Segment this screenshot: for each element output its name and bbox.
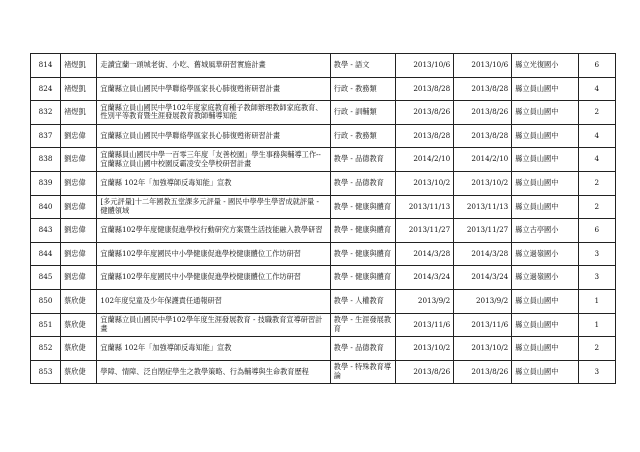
course-title-cell: 宜蘭縣立員山國民中學聯絡學區家長心肺復甦術研習計畫 [97,124,330,148]
course-title-cell: 宜蘭縣立員山國民中學102年度家庭教育種子教師辦理教師家庭教育、性別平等教育暨生涯發展教育教師輔導知能 [97,101,330,125]
start-date-cell: 2013/9/2 [396,289,454,313]
end-date-cell: 2013/10/6 [454,54,512,78]
hours-cell: 4 [578,148,615,172]
course-title-cell: 宜蘭縣 102年「加強導師反毒知能」宣教 [97,337,330,361]
hours-cell: 3 [578,242,615,266]
teacher-name-cell: 褚煜凱 [61,54,97,78]
teacher-name-cell: 劉忠偉 [61,219,97,243]
category-cell: 行政 - 教務類 [330,124,395,148]
hours-cell: 6 [578,219,615,243]
teacher-name-cell: 劉忠偉 [61,266,97,290]
record-id-cell: 814 [31,54,61,78]
end-date-cell: 2013/11/6 [454,313,512,337]
organizer-cell: 縣立員山國中 [512,313,578,337]
organizer-cell: 縣立員山國中 [512,289,578,313]
teacher-name-cell: 劉忠偉 [61,242,97,266]
teacher-name-cell: 蔡欣倢 [61,313,97,337]
table-row [31,124,616,148]
record-id-cell: 839 [31,171,61,195]
table-row [31,360,616,384]
hours-cell: 3 [578,360,615,384]
category-cell: 行政 - 教務類 [330,77,395,101]
start-date-cell: 2013/11/27 [396,219,454,243]
record-id-cell: 851 [31,313,61,337]
course-title-cell: 宜蘭縣立員山國民中學102學年度生涯發展教育 - 技職教育宣導研習計畫 [97,313,330,337]
start-date-cell: 2013/10/2 [396,337,454,361]
hours-cell: 2 [578,101,615,125]
start-date-cell: 2013/8/26 [396,101,454,125]
course-title-cell: 宜蘭縣 102年「加強導師反毒知能」宣教 [97,171,330,195]
table-row [31,195,616,219]
organizer-cell: 縣立員山國中 [512,148,578,172]
table-row [31,77,616,101]
end-date-cell: 2013/10/2 [454,171,512,195]
category-cell: 教學 - 健康與體育 [330,219,395,243]
category-cell: 教學 - 健康與體育 [330,266,395,290]
table-row [31,219,616,243]
category-cell: 教學 - 健康與體育 [330,195,395,219]
end-date-cell: 2014/3/24 [454,266,512,290]
course-title-cell: [多元評量]十二年國教五堂課多元評量 - 國民中學學生學習成就評量 - 健體領域 [97,195,330,219]
start-date-cell: 2013/8/26 [396,360,454,384]
organizer-cell: 縣立員山國中 [512,101,578,125]
table-body [31,54,616,384]
end-date-cell: 2013/11/13 [454,195,512,219]
category-cell: 教學 - 健康與體育 [330,242,395,266]
category-cell: 教學 - 品德教育 [330,171,395,195]
course-title-cell: 學障、情障、泛自閉症學生之教學策略、行為輔導與生命教育歷程 [97,360,330,384]
category-cell: 教學 - 品德教育 [330,337,395,361]
record-id-cell: 824 [31,77,61,101]
teacher-name-cell: 劉忠偉 [61,148,97,172]
organizer-cell: 縣立員山國中 [512,171,578,195]
record-id-cell: 853 [31,360,61,384]
start-date-cell: 2013/10/2 [396,171,454,195]
table-row [31,266,616,290]
teacher-name-cell: 劉忠偉 [61,171,97,195]
end-date-cell: 2013/8/26 [454,360,512,384]
organizer-cell: 縣立員山國中 [512,77,578,101]
record-id-cell: 838 [31,148,61,172]
category-cell: 教學 - 人權教育 [330,289,395,313]
course-title-cell: 宜蘭縣102學年度國民中小學健康促進學校健康體位工作坊研習 [97,266,330,290]
hours-cell: 3 [578,266,615,290]
start-date-cell: 2013/11/13 [396,195,454,219]
start-date-cell: 2014/2/10 [396,148,454,172]
category-cell: 教學 - 品德教育 [330,148,395,172]
organizer-cell: 縣立古亭國小 [512,219,578,243]
record-id-cell: 845 [31,266,61,290]
start-date-cell: 2013/11/6 [396,313,454,337]
start-date-cell: 2013/8/28 [396,124,454,148]
teacher-name-cell: 褚煜凱 [61,77,97,101]
hours-cell: 2 [578,337,615,361]
organizer-cell: 縣立過嶺國小 [512,266,578,290]
category-cell: 教學 - 特殊教育導論 [330,360,395,384]
hours-cell: 1 [578,313,615,337]
teacher-name-cell: 蔡欣倢 [61,360,97,384]
organizer-cell: 縣立員山國中 [512,360,578,384]
teacher-name-cell: 褚煜凱 [61,101,97,125]
end-date-cell: 2014/2/10 [454,148,512,172]
end-date-cell: 2013/8/28 [454,124,512,148]
organizer-cell: 縣立員山國中 [512,337,578,361]
record-id-cell: 837 [31,124,61,148]
organizer-cell: 縣立過嶺國小 [512,242,578,266]
table-row [31,242,616,266]
course-title-cell: 宜蘭縣立員山國民中學聯絡學區家長心肺復甦術研習計畫 [97,77,330,101]
teacher-name-cell: 劉忠偉 [61,195,97,219]
course-title-cell: 走讀宜蘭一頭城老街、小吃、舊城風華研習實施計畫 [97,54,330,78]
end-date-cell: 2013/8/26 [454,101,512,125]
course-title-cell: 宜蘭縣員山國民中學一百零三年度「友善校園」學生事務與輔導工作-- 宜蘭縣立員山國中校園反霸凌安全學校研習計畫 [97,148,330,172]
start-date-cell: 2014/3/24 [396,266,454,290]
table-row [31,101,616,125]
teacher-name-cell: 劉忠偉 [61,124,97,148]
table-row [31,313,616,337]
teacher-name-cell: 蔡欣倢 [61,289,97,313]
record-id-cell: 843 [31,219,61,243]
course-title-cell: 102年度兒童及少年保護責任通報研習 [97,289,330,313]
start-date-cell: 2013/8/28 [396,77,454,101]
end-date-cell: 2013/9/2 [454,289,512,313]
hours-cell: 1 [578,289,615,313]
table-row [31,337,616,361]
hours-cell: 4 [578,124,615,148]
table-row [31,289,616,313]
category-cell: 教學 - 語文 [330,54,395,78]
end-date-cell: 2013/8/28 [454,77,512,101]
record-id-cell: 840 [31,195,61,219]
table-row [31,148,616,172]
end-date-cell: 2013/10/2 [454,337,512,361]
organizer-cell: 縣立光復國小 [512,54,578,78]
course-title-cell: 宜蘭縣102學年度健康促進學校行動研究方案暨生活技能融入教學研習 [97,219,330,243]
hours-cell: 2 [578,195,615,219]
course-title-cell: 宜蘭縣102學年度國民中小學健康促進學校健康體位工作坊研習 [97,242,330,266]
training-records-table [30,53,616,384]
hours-cell: 6 [578,54,615,78]
start-date-cell: 2014/3/28 [396,242,454,266]
hours-cell: 4 [578,77,615,101]
record-id-cell: 832 [31,101,61,125]
category-cell: 教學 - 生涯發展教育 [330,313,395,337]
record-id-cell: 850 [31,289,61,313]
table-row [31,54,616,78]
hours-cell: 2 [578,171,615,195]
record-id-cell: 852 [31,337,61,361]
category-cell: 行政 - 訓輔類 [330,101,395,125]
start-date-cell: 2013/10/6 [396,54,454,78]
record-id-cell: 844 [31,242,61,266]
end-date-cell: 2014/3/28 [454,242,512,266]
organizer-cell: 縣立員山國中 [512,195,578,219]
teacher-name-cell: 蔡欣倢 [61,337,97,361]
table-row [31,171,616,195]
organizer-cell: 縣立員山國中 [512,124,578,148]
end-date-cell: 2013/11/27 [454,219,512,243]
